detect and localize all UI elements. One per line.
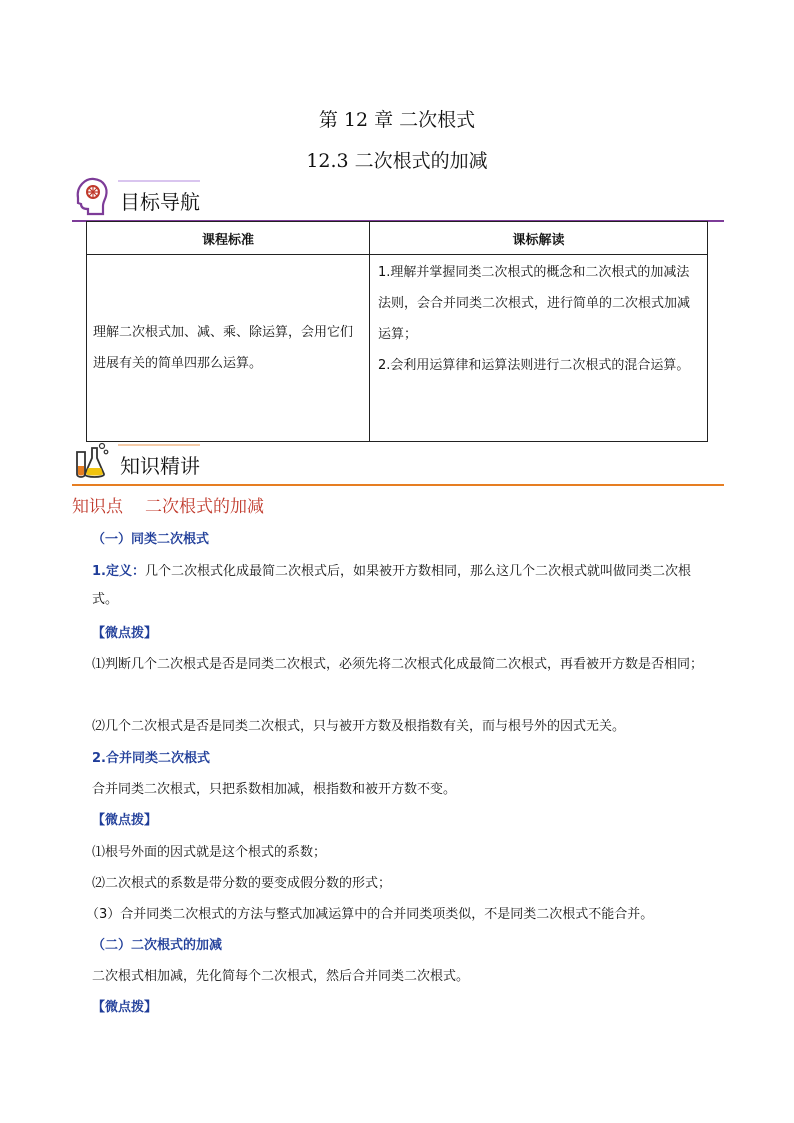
tip2-label: 【微点拨】 [92,813,158,828]
section-title: 12.3 二次根式的加减 [306,150,488,172]
interpretation-item: 1.理解并掌握同类二次根式的概念和二次根式的加减法法则，会合并同类二次根式，进行简单的二次根式加减运算； [378,265,691,342]
interpretation-cell [370,255,708,442]
definition-text: 几个二次根式化成最简二次根式后，如果被开方数相同，那么这几个二次根式就叫做同类二次根式。 [92,564,691,607]
knowledge-point-title [72,492,286,517]
part1-title: （一）同类二次根式 [92,532,210,547]
tip1-item: ⑵几个二次根式是否是同类二次根式，只与被开方数及根指数有关，而与根号外的因式无关。 [92,719,626,734]
tip2-item: ⑵二次根式的系数是带分数的要变成假分数的形式； [92,876,392,891]
definition-paragraph [92,558,712,614]
knowledge-point-name: 二次根式的加减 [145,497,264,517]
knowledge-header-rule [72,484,724,486]
merge-text: 合并同类二次根式，只把系数相加减，根指数和被开方数不变。 [92,782,457,797]
head-brain-icon [72,176,110,216]
tip1-item: ⑴判断几个二次根式是否是同类二次根式，必须先将二次根式化成最简二次根式，再看被开方数是否相同； [92,657,704,672]
table-header-interpretation: 课标解读 [370,222,708,255]
knowledge-section-header [72,440,724,486]
lab-flask-icon [72,440,110,480]
tip3-label: 【微点拨】 [92,1000,158,1015]
part2-text: 二次根式相加减，先化简每个二次根式，然后合并同类二次根式。 [92,969,470,984]
tip1-label: 【微点拨】 [92,626,158,641]
tip2-item: （3）合并同类二次根式的方法与整式加减运算中的合并同类项类似，不是同类二次根式不能合并。 [86,907,654,922]
standard-cell: 理解二次根式加、减、乘、除运算，会用它们进展有关的简单四那么运算。 [87,255,370,442]
goals-header-label: 目标导航 [120,190,200,214]
table-row [87,255,708,442]
part2-title: （二）二次根式的加减 [92,938,223,953]
tip2-item: ⑴根号外面的因式就是这个根式的系数； [92,845,327,860]
interpretation-item: 2.会利用运算律和运算法则进行二次根式的混合运算。 [378,358,690,373]
header-accent-line [118,180,200,182]
merge-title: 2.合并同类二次根式 [92,751,210,766]
table-header-row [87,222,708,255]
goals-section-header [72,176,724,222]
header-accent-line [118,444,200,446]
table-header-standard: 课程标准 [87,222,370,255]
knowledge-header-label: 知识精讲 [120,454,200,478]
chapter-title: 第 12 章 二次根式 [318,109,476,131]
course-standard-table [86,221,708,442]
knowledge-point-label: 知识点 [72,497,123,517]
definition-label: 1.定义： [92,564,145,579]
